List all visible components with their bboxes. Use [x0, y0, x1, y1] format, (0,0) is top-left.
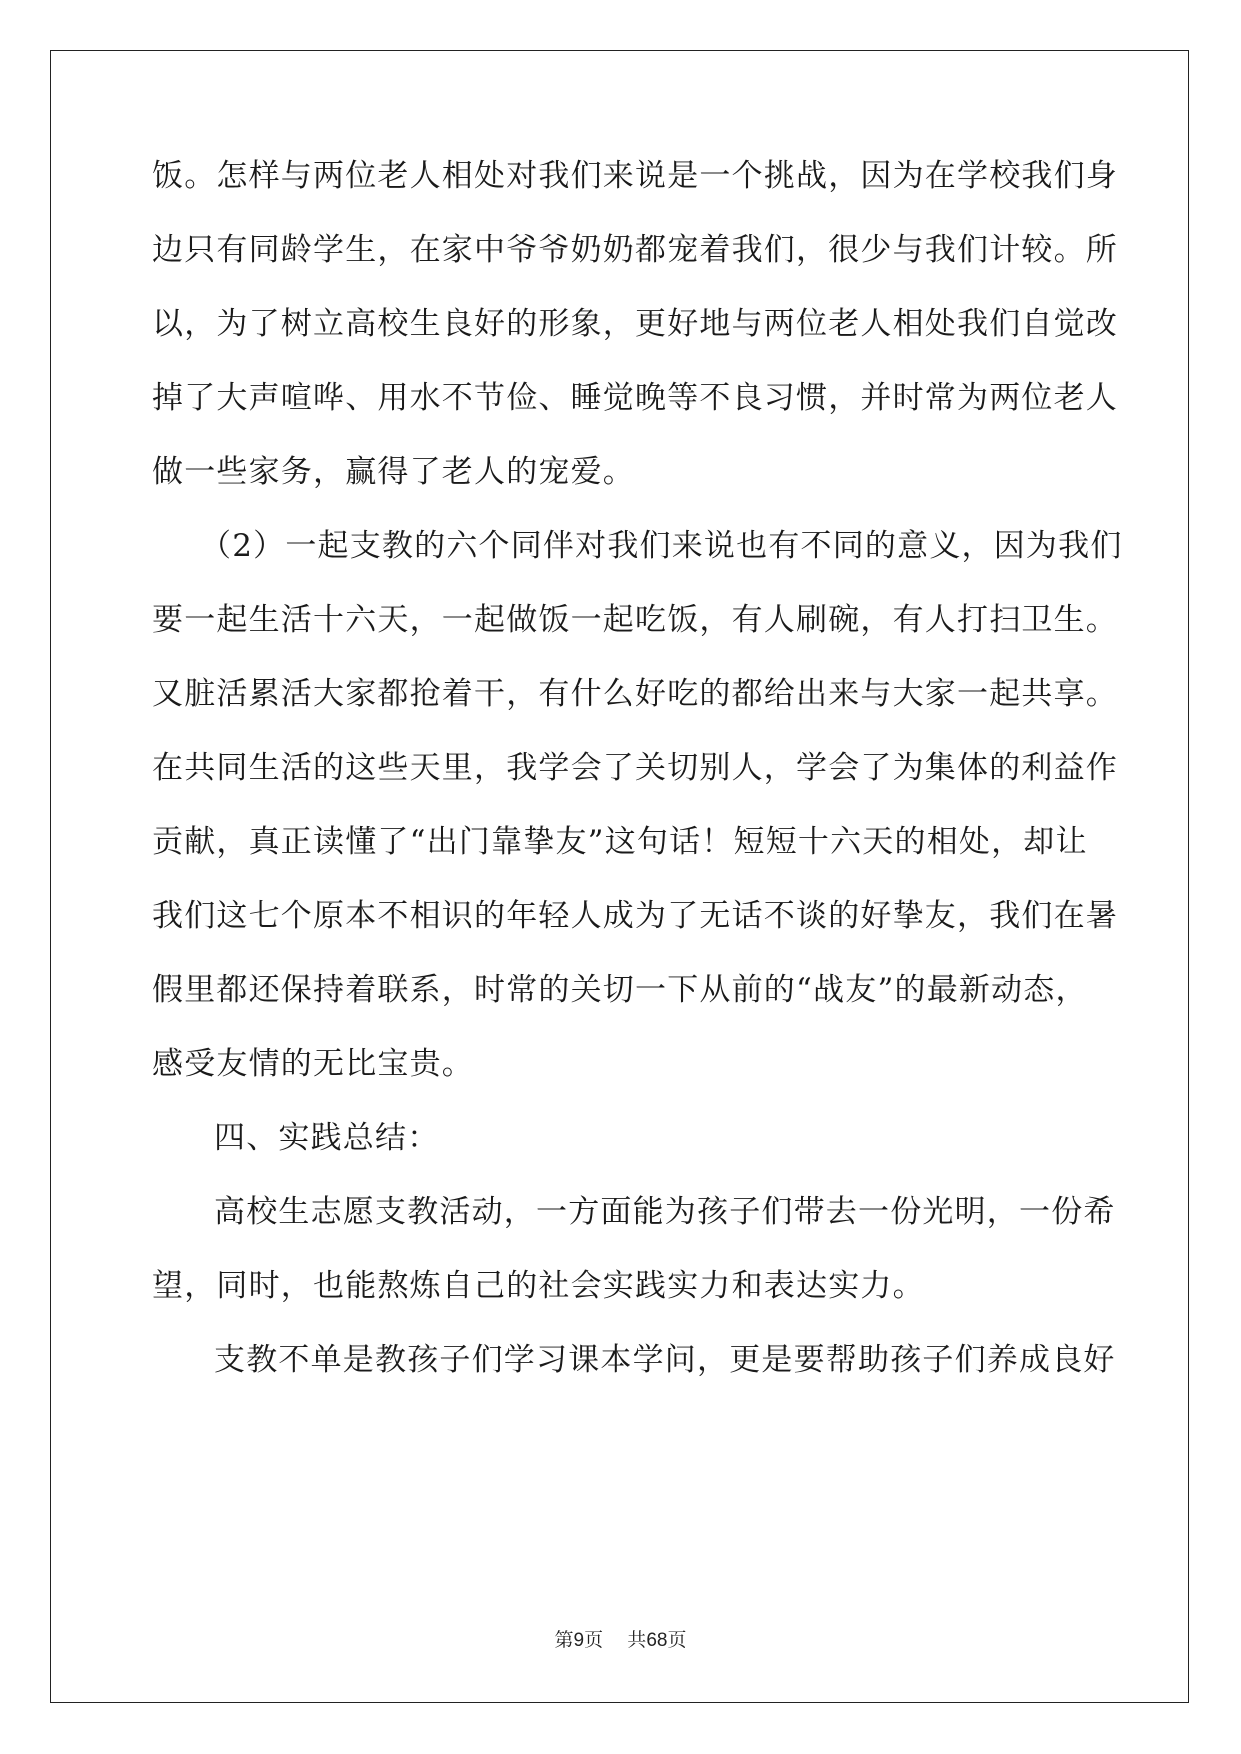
text-line: 要一起生活十六天，一起做饭一起吃饭，有人刷碗，有人打扫卫生。	[152, 602, 1118, 638]
text-line: 我们这七个原本不相识的年轻人成为了无话不谈的好挚友，我们在暑	[152, 898, 1118, 934]
text-line: 边只有同龄学生，在家中爷爷奶奶都宠着我们，很少与我们计较。所	[152, 232, 1118, 268]
text-line: 望，同时，也能熬炼自己的社会实践实力和表达实力。	[152, 1268, 925, 1304]
text-line: 假里都还保持着联系，时常的关切一下从前的“战友”的最新动态，	[152, 972, 1088, 1008]
total-pages: 68	[646, 1630, 668, 1651]
page-suffix: 页	[584, 1629, 604, 1651]
text-line: 做一些家务，赢得了老人的宠爱。	[152, 454, 635, 490]
total-suffix: 页	[667, 1629, 687, 1651]
text-line: 在共同生活的这些天里，我学会了关切别人，学会了为集体的利益作	[152, 750, 1118, 786]
total-prefix: 共	[627, 1629, 647, 1651]
text-line: 掉了大声喧哗、用水不节俭、睡觉晚等不良习惯，并时常为两位老人	[152, 380, 1118, 416]
text-line: 又脏活累活大家都抢着干，有什么好吃的都给出来与大家一起共享。	[152, 676, 1118, 712]
text-line: 贡献，真正读懂了“出门靠挚友”这句话！短短十六天的相处，却让	[152, 824, 1088, 860]
paragraph-start-line: （2）一起支教的六个同伴对我们来说也有不同的意义，因为我们	[200, 528, 1123, 564]
text-line: 感受友情的无比宝贵。	[152, 1046, 474, 1082]
paragraph-start-line: 支教不单是教孩子们学习课本学问，更是要帮助孩子们养成良好	[214, 1342, 1116, 1378]
page-number: 9	[573, 1630, 585, 1651]
page-footer	[0, 1628, 1241, 1653]
text-line: 饭。怎样与两位老人相处对我们来说是一个挑战，因为在学校我们身	[152, 158, 1118, 194]
paragraph-start-line: 高校生志愿支教活动，一方面能为孩子们带去一份光明，一份希	[214, 1194, 1116, 1230]
section-heading: 四、实践总结：	[214, 1120, 440, 1156]
page-prefix: 第	[554, 1629, 574, 1651]
text-line: 以，为了树立高校生良好的形象，更好地与两位老人相处我们自觉改	[152, 306, 1118, 342]
page-border	[50, 50, 1189, 1703]
